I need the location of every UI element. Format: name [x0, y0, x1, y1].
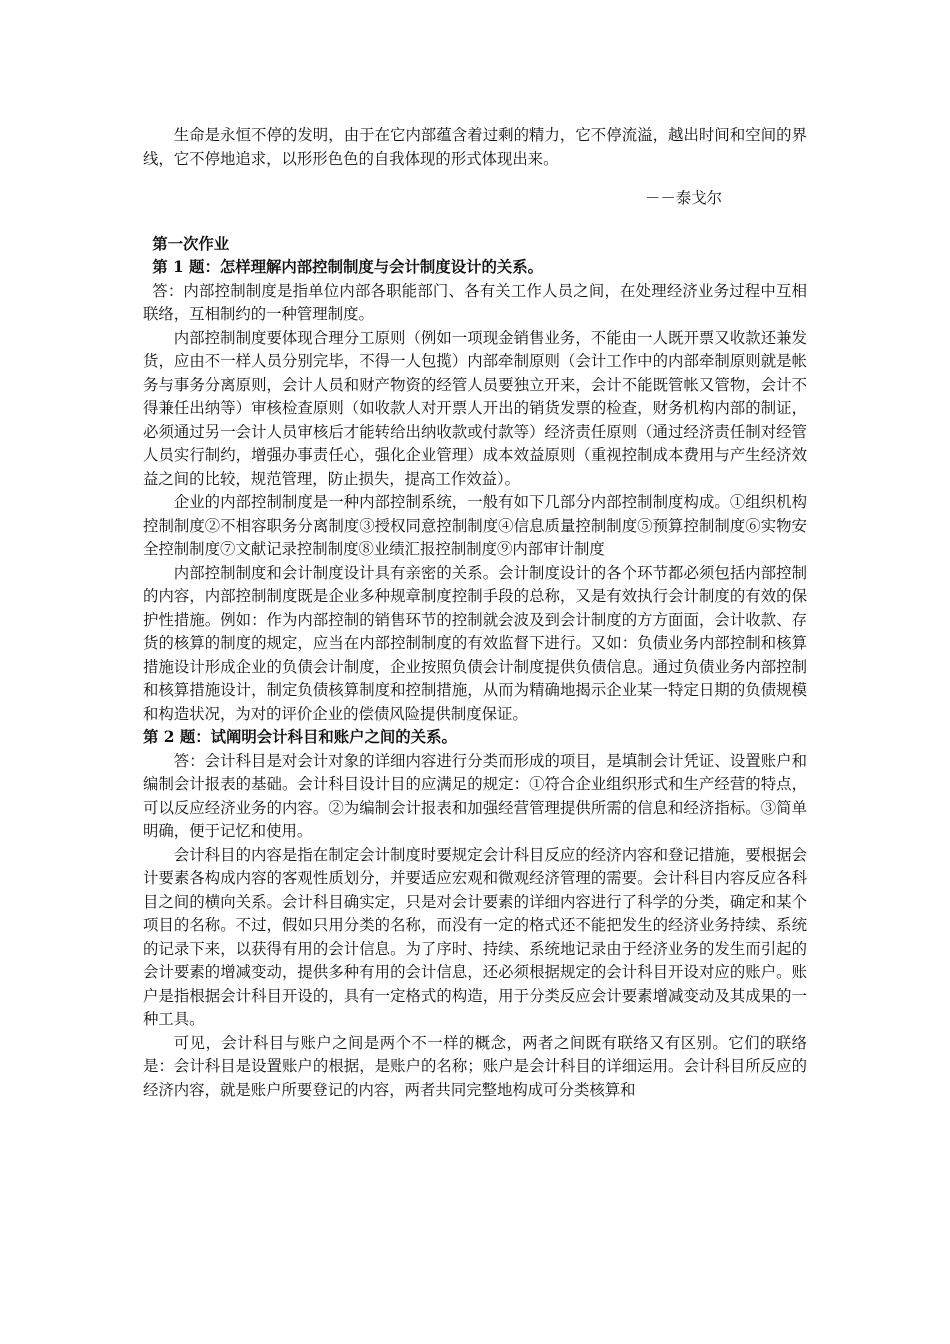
question-2-answer: 答：会计科目是对会计对象的详细内容进行分类而形成的项目，是填制会计凭证、设置账户和编制会计报表的基础。会计科目设计目的应满足的规定：①符合企业组织形式和生产经营的特点，可以反应经济业务的内容。②为编制会计报表和加强经营管理提供所需的信息和经济指标。③简单明确，便于记忆和使用。	[143, 751, 807, 840]
epigraph-quote: 生命是永恒不停的发明，由于在它内部蕴含着过剩的精力，它不停流溢，越出时间和空间的界线，它不停地追求，以形形色色的自我体现的形式体现出来。	[143, 126, 807, 168]
question-1-answer: 答：内部控制制度是指单位内部各职能部门、各有关工作人员之间，在处理经济业务过程中互相联络，互相制约的一种管理制度。	[143, 281, 807, 323]
question-1-paragraph: 内部控制制度和会计制度设计具有亲密的关系。会计制度设计的各个环节都必须包括内部控制的内容，内部控制制度既是企业多种规章制度控制手段的总称，又是有效执行会计制度的有效的保护性措施。例如：作为内部控制的销售环节的控制就会波及到会计制度的方方面面，会计收款、存货的核算的制度的规定，应当在内部控制制度的有效监督下进行。又如：负债业务内部控制和核算措施设计形成企业的负债会计制度，企业按照负债会计制度提供负债信息。通过负债业务内部控制和核算措施设计，制定负债核算制度和控制措施，从而为精确地揭示企业某一特定日期的负债规模和构造状况，为对的评价企业的偿债风险提供制度保证。	[143, 563, 807, 723]
section-title: 第一次作业	[152, 234, 230, 253]
document-body	[143, 124, 807, 1102]
question-2-title: 第 2 题：试阐明会计科目和账户之间的关系。	[143, 728, 457, 746]
question-2-paragraph: 可见，会计科目与账户之间是两个不一样的概念，两者之间既有联络又有区别。它们的联络是：会计科目是设置账户的根据，是账户的名称；账户是会计科目的详细运用。会计科目所反应的经济内容，就是账户所要登记的内容，两者共同完整地构成可分类核算和	[143, 1033, 807, 1099]
question-1-paragraph: 内部控制制度要体现合理分工原则（例如一项现金销售业务，不能由一人既开票又收款还兼发货，应由不一样人员分别完毕，不得一人包揽）内部牵制原则（会计工作中的内部牵制原则就是帐务与事务分离原则，会计人员和财产物资的经管人员要独立开来，会计不能既管帐又管物，会计不得兼任出纳等）审核检查原则（如收款人对开票人开出的销货发票的检查，财务机构内部的制证，必须通过另一会计人员审核后才能转给出纳收款或付款等）经济责任原则（通过经济责任制对经管人员实行制约，增强办事责任心，强化企业管理）成本效益原则（重视控制成本费用与产生经济效益之间的比较，规范管理，防止损失，提高工作效益）。	[143, 328, 807, 488]
question-2-paragraph: 会计科目的内容是指在制定会计制度时要规定会计科目反应的经济内容和登记措施，要根据会计要素各构成内容的客观性质划分，并要适应宏观和微观经济管理的需要。会计科目内容反应各科目之间的横向关系。会计科目确实定，只是对会计要素的详细内容进行了科学的分类，确定和某个项目的名称。不过，假如只用分类的名称，而没有一定的格式还不能把发生的经济业务持续、系统的记录下来，以获得有用的会计信息。为了序时、持续、系统地记录由于经济业务的发生而引起的会计要素的增减变动，提供多种有用的会计信息，还必须根据规定的会计科目开设对应的账户。账户是指根据会计科目开设的，具有一定格式的构造，用于分类反应会计要素增减变动及其成果的一种工具。	[143, 845, 807, 1028]
question-1-paragraph: 企业的内部控制制度是一种内部控制系统，一般有如下几部分内部控制制度构成。①组织机构控制制度②不相容职务分离制度③授权同意控制制度④信息质量控制制度⑤预算控制制度⑥实物安全控制制度⑦文献记录控制制度⑧业绩汇报控制制度⑨内部审计制度	[143, 493, 807, 558]
question-1-title: 第 1 题：怎样理解内部控制制度与会计制度设计的关系。	[152, 258, 544, 276]
epigraph-author: －－泰戈尔	[645, 189, 722, 207]
